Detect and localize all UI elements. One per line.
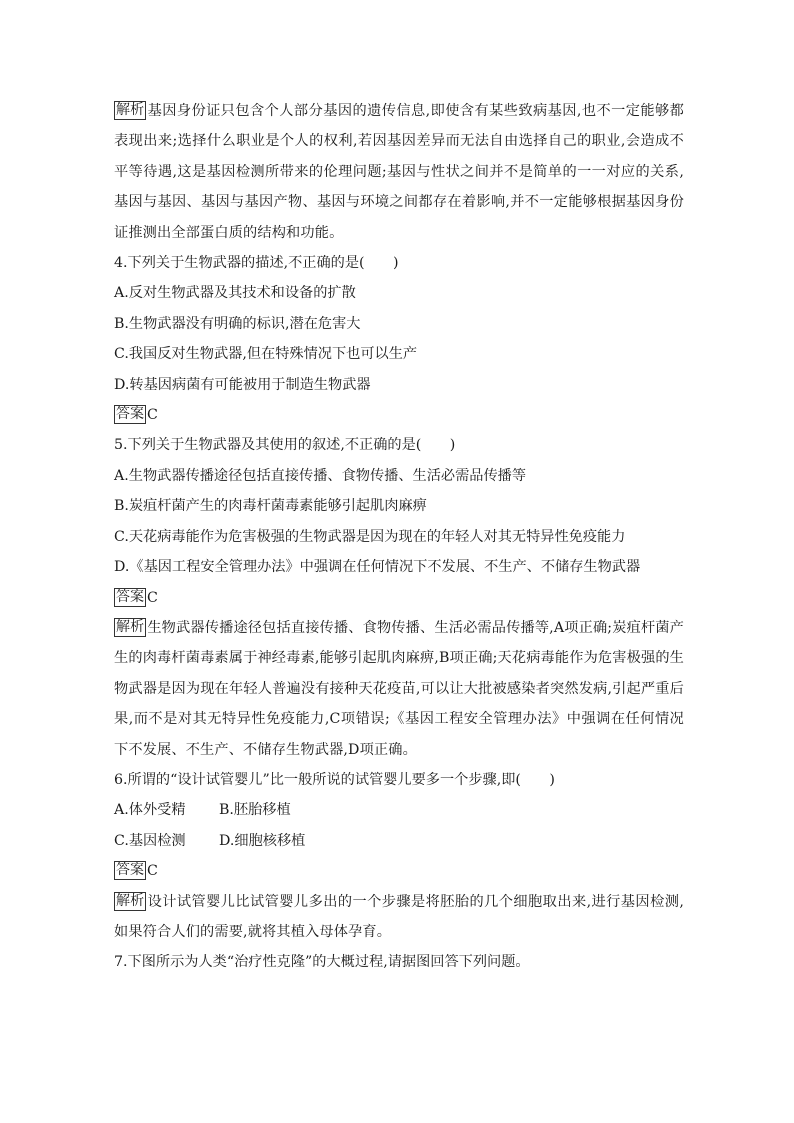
answer-tag: 答案 (116, 406, 144, 423)
question-6-answer (114, 856, 684, 886)
analysis-paragraph-1 (114, 96, 684, 248)
question-4-stem: 4.下列关于生物武器的描述,不正确的是( ) (114, 255, 399, 272)
question-6-stem: 6.所谓的“设计试管婴儿”比一般所说的试管婴儿要多一个步骤,即( ) (114, 771, 555, 788)
question-6-analysis (114, 887, 684, 948)
question-6-option-a: A.体外受精 (114, 802, 186, 819)
question-5-option-d: D.《基因工程安全管理办法》中强调在任何情况下不发展、不生产、不储存生物武器 (114, 559, 641, 576)
analysis-tag: 解析 (116, 618, 145, 635)
question-5-option-c: C.天花病毒能作为危害极强的生物武器是因为现在的年轻人对其无特异性免疫能力 (114, 528, 626, 545)
question-6-options-row-1 (114, 795, 684, 825)
question-6-option-b: B.胚胎移植 (219, 802, 291, 819)
question-4-option-c: C.我国反对生物武器,但在特殊情况下也可以生产 (114, 346, 418, 363)
analysis-tag: 解析 (116, 892, 145, 909)
question-6-option-d: D.细胞核移植 (219, 832, 306, 849)
analysis-text: 生物武器传播途径包括直接传播、食物传播、生活必需品传播等,A项正确;炭疽杆菌产生的肉毒杆菌毒素属于神经毒素,能够引起肌肉麻痹,B项正确;天花病毒能作为危害极强的生物武器是因为现在年轻人普遍没有接种天花疫苗,可以让大批被感染者突然发病,引起严重后果,而不是对其无特异性免疫能力,C项错误;《基因工程安全管理办法》中强调在任何情况下不发展、不生产、不储存生物武器,D项正确。 (114, 619, 684, 758)
question-5-answer (114, 583, 684, 613)
answer-value: C (147, 407, 158, 424)
answer-value: C (147, 863, 158, 880)
question-6-options-row-2 (114, 826, 684, 856)
question-5-stem: 5.下列关于生物武器及其使用的叙述,不正确的是( ) (114, 437, 456, 454)
document-page (114, 96, 684, 978)
analysis-tag: 解析 (116, 102, 145, 118)
analysis-text: 基因身份证只包含个人部分基因的遗传信息,即使含有某些致病基因,也不一定能够都表现出来;选择什么职业是个人的权利,若因基因差异而无法自由选择自己的职业,会造成不平等待遇,这是基因检测所带来的伦理问题;基因与性状之间并不是简单的一一对应的关系,基因与基因、基因与基因产物、基因与环境之间都存在着影响,并不一定能够根据基因身份证推测出全部蛋白质的结构和功能。 (114, 103, 684, 241)
question-4-option-d: D.转基因病菌有可能被用于制造生物武器 (114, 376, 371, 393)
question-5-option-a: A.生物武器传播途径包括直接传播、食物传播、生活必需品传播等 (114, 467, 527, 484)
question-6-option-c: C.基因检测 (114, 832, 186, 849)
question-5-analysis (114, 613, 684, 765)
question-5-option-b: B.炭疽杆菌产生的肉毒杆菌毒素能够引起肌肉麻痹 (114, 498, 427, 515)
question-7-stem: 7.下图所示为人类“治疗性克隆”的大概过程,请据图回答下列问题。 (114, 954, 530, 971)
answer-value: C (147, 589, 158, 606)
answer-tag: 答案 (116, 588, 144, 605)
answer-tag: 答案 (116, 862, 144, 879)
question-4-answer (114, 400, 684, 430)
analysis-text: 设计试管婴儿比试管婴儿多出的一个步骤是将胚胎的几个细胞取出来,进行基因检测,如果符合人们的需要,就将其植入母体孕育。 (114, 893, 684, 940)
question-4-option-b: B.生物武器没有明确的标识,潜在危害大 (114, 315, 361, 332)
question-4-option-a: A.反对生物武器及其技术和设备的扩散 (114, 285, 356, 302)
